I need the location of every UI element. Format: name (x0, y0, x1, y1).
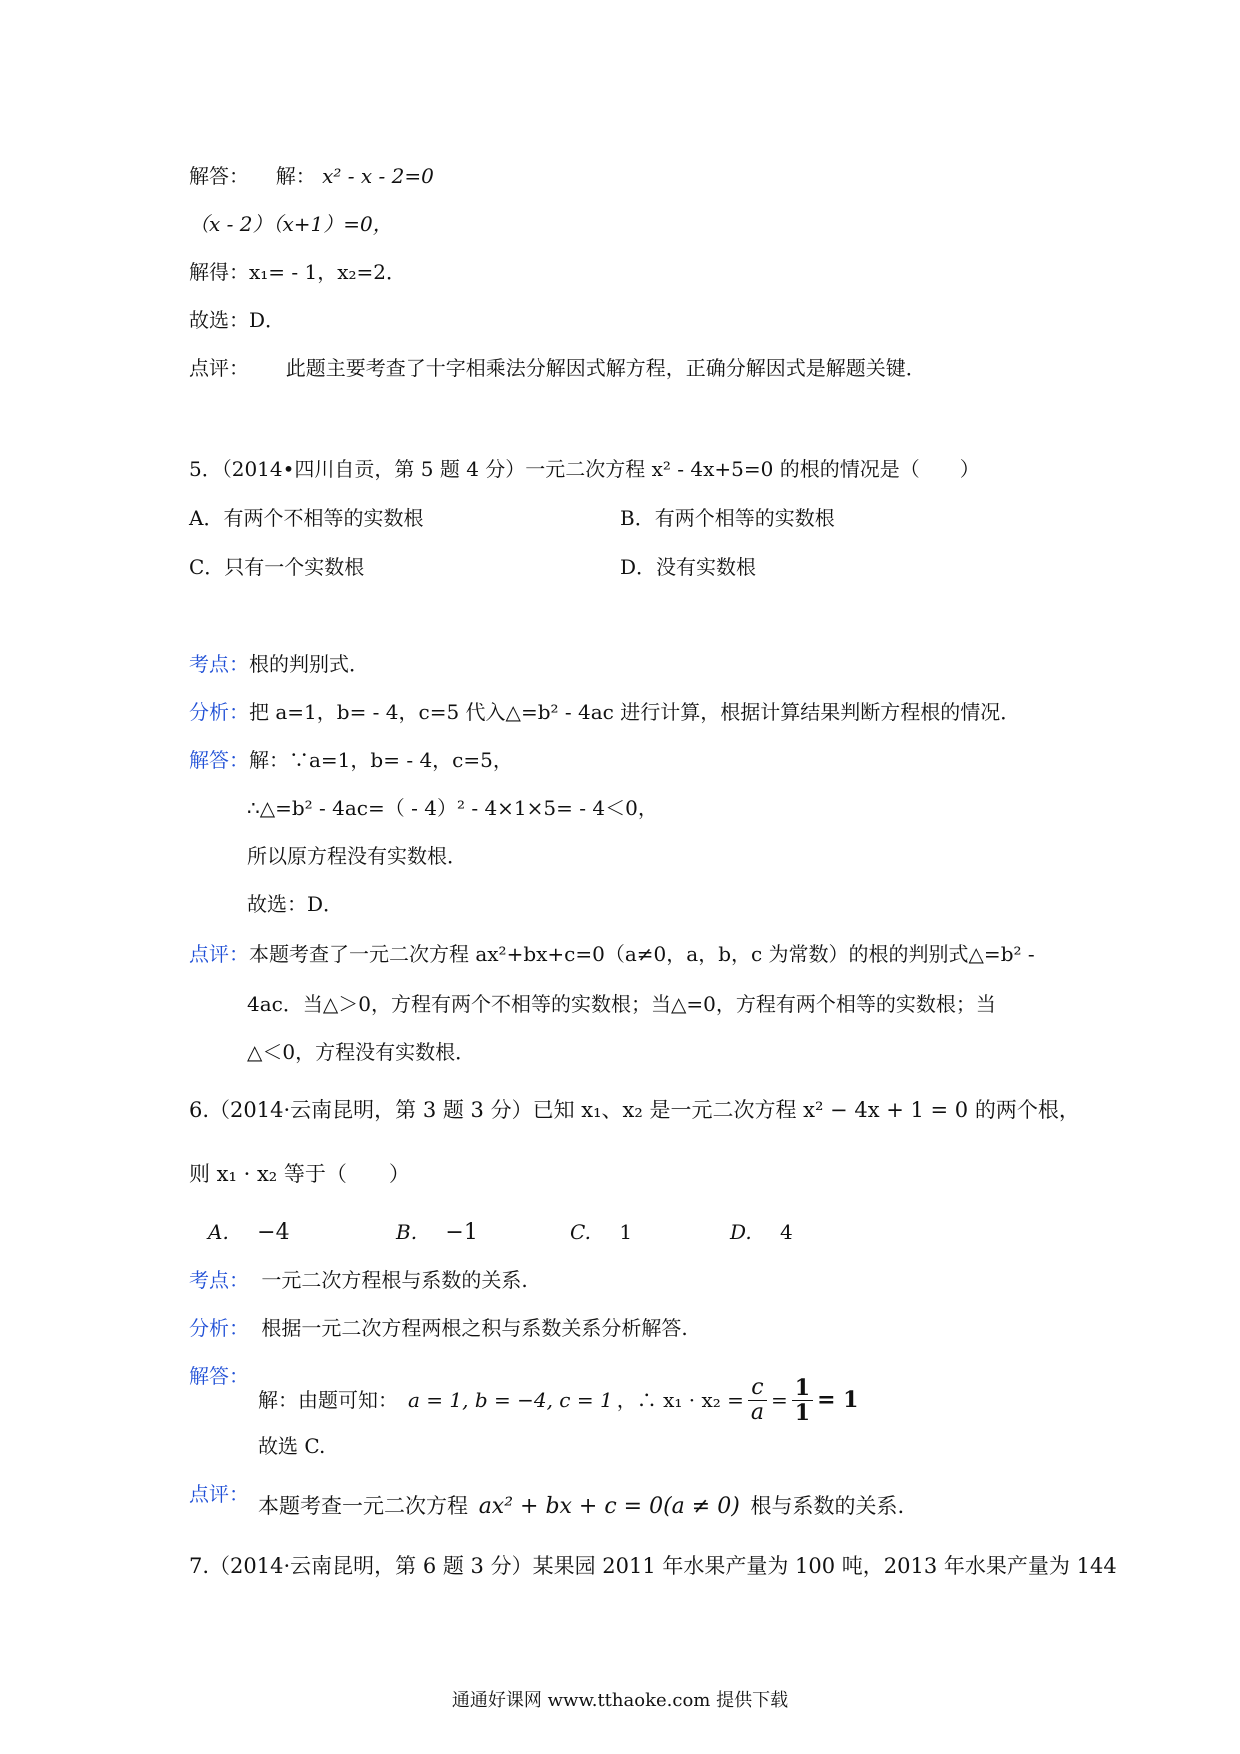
q6-option-c (570, 1218, 632, 1246)
q7-stem: 7.（2014·云南昆明，第 6 题 3 分）某果园 2011 年水果产量为 100 吨，2013 年水果产量为 144 (189, 1554, 1117, 1578)
q6-option-a (208, 1218, 290, 1247)
dianping-label: 点评： (189, 1482, 249, 1506)
q6-stem-line2: 则 x₁ · x₂ 等于（ ） (189, 1162, 410, 1186)
kaodian-label: 考点： (189, 1268, 249, 1292)
comment-text: 此题主要考查了十字相乘法分解因式解方程，正确分解因式是解题关键． (285, 356, 926, 380)
jieda-result: = 1 (817, 1387, 859, 1413)
q6-dianping-text (258, 1492, 904, 1521)
jieda-coeffs: a = 1, b = −4, c = 1 (408, 1388, 613, 1412)
q6-option-b-value: −1 (445, 1220, 478, 1245)
jieda-line1: 解：∵a=1，b= - 4，c=5， (249, 748, 513, 772)
q5-fenxi (189, 698, 1020, 726)
page-footer: 通通好课网 www.tthaoke.com 提供下载 (451, 1690, 789, 1711)
answer-equation: x² - x - 2=0 (322, 164, 434, 188)
kaodian-label: 考点： (189, 652, 249, 676)
q5-jieda-line2: ∴△=b² - 4ac=（ - 4）² - 4×1×5= - 4＜0， (247, 796, 658, 820)
dianping-head: 本题考查一元二次方程 (258, 1494, 468, 1518)
dianping-label: 点评： (189, 942, 249, 966)
q5-option-a: A．有两个不相等的实数根 (189, 506, 424, 530)
q5-jieda (189, 746, 513, 774)
q6-jieda-label (189, 1362, 249, 1390)
jieda-therefore: ，∴ x₁ · x₂ = (616, 1388, 744, 1412)
prev-answer-line4: 故选：D． (189, 308, 286, 332)
prev-answer-line3: 解得：x₁= - 1，x₂=2． (189, 260, 407, 284)
q6-option-b-letter: B. (396, 1220, 418, 1244)
dianping-equation: ax² + bx + c = 0(a ≠ 0) (478, 1494, 740, 1519)
q5-dianping (189, 940, 1035, 968)
q6-kaodian (189, 1266, 528, 1294)
q6-option-d-value: 4 (780, 1220, 793, 1244)
frac-denominator: a (750, 1399, 764, 1425)
prev-answer-line1 (189, 162, 434, 190)
kaodian-text: 根的判别式． (249, 652, 369, 676)
jieda-label: 解答： (189, 1364, 249, 1388)
q6-option-a-value: −4 (257, 1220, 290, 1245)
answer-label: 解答： (189, 164, 249, 188)
q6-option-c-letter: C. (570, 1220, 591, 1244)
dianping-tail: 根与系数的关系. (750, 1494, 905, 1518)
q6-option-d (730, 1218, 793, 1246)
q6-fenxi (189, 1314, 688, 1342)
fenxi-text: 根据一元二次方程两根之积与系数关系分析解答. (261, 1316, 688, 1340)
q6-jieda-choose: 故选 C. (258, 1434, 326, 1458)
q6-stem-line1: 6.（2014·云南昆明，第 3 题 3 分）已知 x₁、x₂ 是一元二次方程 x² − 4x + 1 = 0 的两个根， (189, 1098, 1080, 1122)
q5-option-c: C．只有一个实数根 (189, 555, 365, 579)
fenxi-label: 分析： (189, 700, 249, 724)
q5-option-d: D．没有实数根 (620, 555, 757, 579)
q5-jieda-line3: 所以原方程没有实数根． (247, 844, 467, 868)
jieda-head: 解：由题可知： (258, 1388, 398, 1412)
frac-denominator: 1 (794, 1399, 811, 1426)
fenxi-text: 把 a=1，b= - 4，c=5 代入△=b² - 4ac 进行计算，根据计算结果判断方程根的情况． (249, 700, 1021, 724)
prev-answer-line2: （x - 2）（x+1）=0， (189, 212, 393, 236)
dianping-line1: 本题考查了一元二次方程 ax²+bx+c=0（a≠0，a，b，c 为常数）的根的判别式△=b² - (249, 942, 1035, 966)
fraction-1-over-1 (792, 1376, 813, 1425)
q6-option-a-letter: A. (208, 1220, 229, 1244)
jieda-label: 解答： (189, 748, 249, 772)
answer-head: 解： (275, 164, 316, 188)
fraction-c-over-a (748, 1376, 767, 1425)
fenxi-label: 分析： (189, 1316, 249, 1340)
kaodian-text: 一元二次方程根与系数的关系. (261, 1268, 528, 1292)
prev-comment (189, 354, 926, 382)
q5-jieda-line4: 故选：D． (247, 892, 344, 916)
q5-dianping-line3: △＜0，方程没有实数根． (247, 1040, 476, 1064)
q5-kaodian (189, 650, 369, 678)
q6-option-d-letter: D. (730, 1220, 752, 1244)
q6-dianping-label (189, 1480, 249, 1508)
q6-option-c-value: 1 (619, 1220, 633, 1244)
q5-stem: 5．（2014•四川自贡，第 5 题 4 分）一元二次方程 x² - 4x+5=0 的根的情况是（ ） (189, 457, 980, 481)
frac-numerator: c (748, 1376, 766, 1401)
frac-numerator: 1 (792, 1376, 813, 1401)
q6-option-b (396, 1218, 478, 1247)
q5-option-b: B．有两个相等的实数根 (620, 506, 835, 530)
comment-label: 点评： (189, 356, 249, 380)
q6-jieda-line1: 解：由题可知： a = 1, b = −4, c = 1 ，∴ x₁ · x₂ = $\frac{c}{a}$ = $\frac{1}{1}$ = 1 (258, 1374, 859, 1426)
q5-dianping-line2: 4ac．当△＞0，方程有两个不相等的实数根；当△=0，方程有两个相等的实数根；当 (247, 992, 996, 1016)
